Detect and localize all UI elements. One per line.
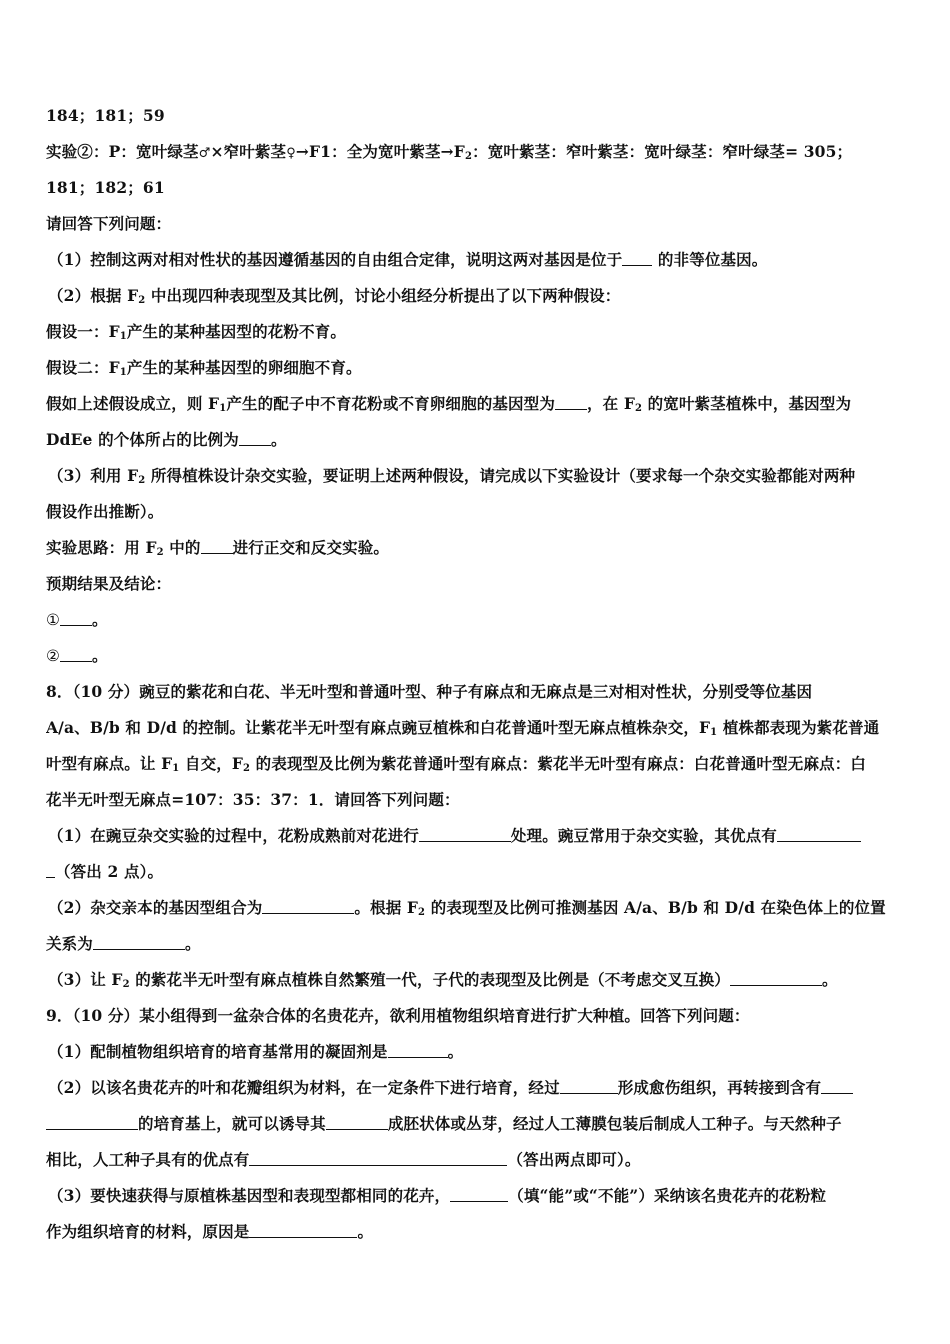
question-9: 9．（10 分）某小组得到一盆杂合体的名贵花卉，欲利用植物组织培育进行扩大种植。回答下列问题： (46, 1006, 750, 1025)
text-line: 叶型有麻点。让 $F_1$ 自交，$F_2$ 的表现型及比例为紫花普通叶型有麻点：紫花半无叶型有麻点：白花普通叶型无麻点：白 (46, 754, 867, 774)
answer-blank[interactable] (46, 863, 55, 878)
text-line: ① 。 (46, 610, 108, 629)
answer-blank[interactable] (622, 251, 652, 266)
text-line: 花半无叶型无麻点=107：35：37：1．请回答下列问题： (46, 790, 460, 809)
question-8-1: （1）在豌豆杂交实验的过程中，花粉成熟前对花进行 处理。豌豆常用于杂交实验，其优点有 (46, 818, 908, 854)
question-8: 8．（10 分）豌豆的紫花和白花、半无叶型和普通叶型、种子有麻点和无麻点是三对相对性状，分别受等位基因 (46, 682, 813, 701)
answer-blank[interactable] (60, 611, 92, 626)
question-1: （1）控制这两对相对性状的基因遵循基因的自由组合定律，说明这两对基因是位于 的非等位基因。 (48, 250, 768, 269)
text-line: 假设作出推断）。 (46, 502, 164, 521)
question-9-2: （2）以该名贵花卉的叶和花瓣组织为材料，在一定条件下进行培育，经过 形成愈伤组织，再转接到含有 (46, 1070, 908, 1106)
text-line: 作为组织培育的材料，原因是 。 (46, 1222, 374, 1241)
answer-blank[interactable] (249, 1223, 357, 1238)
question-9-1: （1）配制植物组织培育的培育基常用的凝固剂是 。 (48, 1042, 464, 1061)
text-line: 相比，人工种子具有的优点有 （答出两点即可）。 (46, 1150, 641, 1169)
text-line: 实验思路：用 $F_2$ 中的 进行正交和反交实验。 (46, 538, 390, 558)
answer-blank[interactable] (93, 935, 185, 950)
answer-blank[interactable] (419, 827, 511, 842)
hypothesis-1: 假设一：$F_1$产生的某种基因型的花粉不育。 (46, 322, 346, 342)
question-2: （2）根据 $F_2$ 中出现四种表现型及其比例，讨论小组经分析提出了以下两种假设： (48, 286, 621, 306)
text-line: 关系为 。 (46, 934, 201, 953)
answer-blank[interactable] (730, 971, 822, 986)
question-8-3: （3）让 $F_2$ 的紫花半无叶型有麻点植株自然繁殖一代，子代的表现型及比例是（不考虑交叉互换） 。 (48, 970, 838, 990)
text-line: 的培育基上，就可以诱导其 成胚状体或丛芽，经过人工薄膜包装后制成人工种子。与天然种子 (46, 1106, 908, 1142)
text-line: A/a、B/b 和 D/d 的控制。让紫花半无叶型有麻点豌豆植株和白花普通叶型无麻点植株杂交，$F_1$ 植株都表现为紫花普通 (46, 718, 880, 738)
text-line: DdEe 的个体所占的比例为 。 (46, 430, 287, 449)
text-line: 假如上述假设成立，则 $F_1$产生的配子中不育花粉或不育卵细胞的基因型为 ，在 $F_2$ 的宽叶紫茎植株中，基因型为 (46, 394, 852, 414)
hypothesis-2: 假设二：$F_1$产生的某种基因型的卵细胞不育。 (46, 358, 362, 378)
question-9-3: （3）要快速获得与原植株基因型和表现型都相同的花卉， （填“能”或“不能”）采纳该名贵花卉的花粉粒 (48, 1186, 827, 1205)
text-line: 184；181；59 (46, 106, 165, 125)
text-line: 181；182；61 (46, 178, 165, 197)
answer-blank[interactable] (450, 1187, 508, 1202)
answer-blank[interactable] (201, 539, 233, 554)
male-symbol: ♂ (198, 146, 211, 161)
text-line: 预期结果及结论： (46, 574, 172, 593)
answer-blank[interactable] (821, 1079, 853, 1094)
text-line: ② 。 (46, 646, 108, 665)
answer-blank[interactable] (249, 1151, 507, 1166)
answer-blank[interactable] (262, 899, 354, 914)
answer-blank[interactable] (46, 1115, 138, 1130)
answer-blank[interactable] (555, 395, 587, 410)
document-page (46, 98, 908, 1250)
text-line: 实验②：P：宽叶绿茎♂×窄叶紫茎♀→F1：全为宽叶紫茎$\to F_2$：宽叶紫茎：窄叶紫茎：宽叶绿茎：窄叶绿茎= 305； (46, 142, 853, 162)
answer-blank[interactable] (388, 1043, 448, 1058)
answer-blank[interactable] (239, 431, 271, 446)
text-line: （答出 2 点）。 (46, 854, 908, 890)
female-symbol: ♀ (286, 146, 296, 161)
answer-blank[interactable] (60, 647, 92, 662)
text-line: 请回答下列问题： (46, 214, 172, 233)
question-8-2: （2）杂交亲本的基因型组合为 。根据 $F_2$ 的表现型及比例可推测基因 A/a、B/b 和 D/d 在染色体上的位置 (48, 898, 886, 918)
question-3: （3）利用 $F_2$ 所得植株设计杂交实验，要证明上述两种假设，请完成以下实验设计（要求每一个杂交实验都能对两种 (48, 466, 856, 486)
answer-blank[interactable] (777, 827, 861, 842)
answer-blank[interactable] (560, 1079, 618, 1094)
answer-blank[interactable] (326, 1115, 388, 1130)
